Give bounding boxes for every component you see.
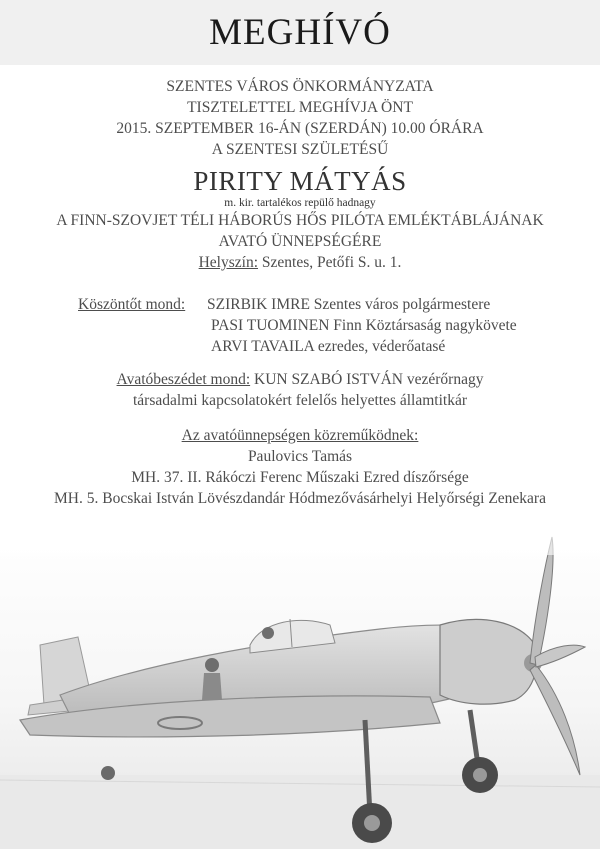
event-line-2: AVATÓ ÜNNEPSÉGÉRE [218, 233, 382, 250]
honoree-name: PIRITY MÁTYÁS [193, 166, 407, 196]
performers-label: Az avatóünnepségen közreműködnek: [181, 427, 419, 444]
speaker-1: SZIRBIK IMRE Szentes város polgármestere [207, 296, 491, 313]
performer-1: Paulovics Tamás [247, 448, 353, 465]
venue-line [0, 252, 600, 273]
intro-line-1: SZENTES VÁROS ÖNKORMÁNYZATA [166, 78, 434, 95]
title-banner [0, 0, 600, 65]
speech-block [0, 369, 600, 411]
event-line-1: A FINN-SZOVJET TÉLI HÁBORÚS HŐS PILÓTA EMLÉKTÁBLÁJÁNAK [56, 212, 544, 229]
fighter-plane-photo [0, 525, 600, 849]
performer-2: MH. 37. II. Rákóczi Ferenc Műszaki Ezred díszőrsége [131, 469, 469, 486]
intro-line-2: TISZTELETTEL MEGHÍVJA ÖNT [187, 99, 413, 116]
speaker-3: ARVI TAVAILA ezredes, véderőatasé [211, 338, 446, 355]
speech-title: társadalmi kapcsolatokért felelős helyettes államtitkár [133, 392, 467, 409]
page-title: MEGHÍVÓ [209, 12, 391, 53]
intro-block [0, 76, 600, 273]
speaker-2: PASI TUOMINEN Finn Köztársaság nagykövete [211, 317, 517, 334]
intro-line-3: 2015. SZEPTEMBER 16-ÁN (SZERDÁN) 10.00 ÓRÁRA [116, 120, 484, 137]
venue-value: Szentes, Petőfi S. u. 1. [258, 254, 402, 271]
venue-label: Helyszín: [198, 254, 259, 271]
performer-3: MH. 5. Bocskai István Lövészdandár Hódmezővásárhelyi Helyőrségi Zenekara [54, 490, 546, 507]
greetings-block [78, 294, 517, 357]
intro-line-4: A SZENTESI SZÜLETÉSŰ [211, 141, 389, 158]
speech-speaker: KUN SZABÓ ISTVÁN vezérőrnagy [250, 371, 484, 388]
honoree-rank: m. kir. tartalékos repülő hadnagy [224, 197, 376, 209]
greetings-label: Köszöntőt mond: [78, 296, 186, 313]
performers-block [0, 425, 600, 509]
speech-label: Avatóbeszédet mond: [116, 371, 251, 388]
